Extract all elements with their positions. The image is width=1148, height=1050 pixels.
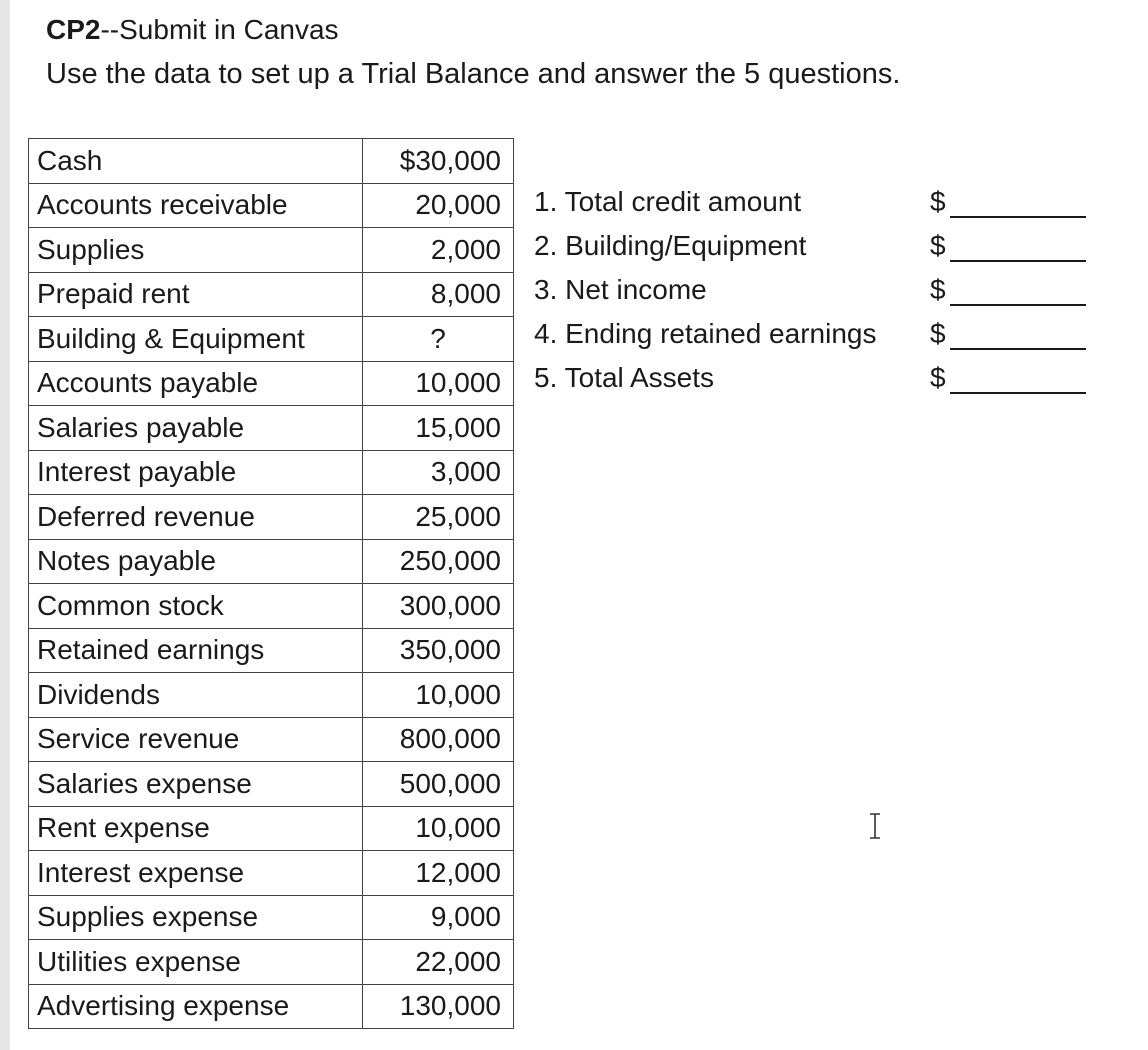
account-amount-cell: 500,000 <box>363 762 514 807</box>
table-row <box>29 272 514 317</box>
answer-blank[interactable] <box>950 304 1086 306</box>
account-amount-cell: 25,000 <box>363 495 514 540</box>
account-name-cell: Building & Equipment <box>29 317 363 362</box>
currency-symbol: $ <box>930 274 946 305</box>
table-row <box>29 317 514 362</box>
question-item <box>534 182 1094 226</box>
table-row <box>29 406 514 451</box>
account-amount-cell: 250,000 <box>363 539 514 584</box>
account-amount-cell: 9,000 <box>363 895 514 940</box>
account-amount-cell: 350,000 <box>363 628 514 673</box>
account-amount-cell: 300,000 <box>363 584 514 629</box>
table-row <box>29 584 514 629</box>
table-row <box>29 495 514 540</box>
account-name-cell: Advertising expense <box>29 984 363 1029</box>
question-label: 1. Total credit amount <box>534 186 802 217</box>
account-name-cell: Notes payable <box>29 539 363 584</box>
answer-blank[interactable] <box>950 216 1086 218</box>
question-item <box>534 226 1094 270</box>
questions-list <box>534 182 1094 402</box>
account-name-cell: Accounts payable <box>29 361 363 406</box>
question-label: 3. Net income <box>534 274 707 305</box>
currency-symbol: $ <box>930 186 946 217</box>
table-row <box>29 806 514 851</box>
instructions-text: Use the data to set up a Trial Balance and answer the 5 questions. <box>46 58 901 90</box>
account-name-cell: Interest expense <box>29 851 363 896</box>
table-row <box>29 139 514 184</box>
account-amount-cell: 20,000 <box>363 183 514 228</box>
account-name-cell: Dividends <box>29 673 363 718</box>
text-cursor-icon <box>866 812 884 840</box>
table-row <box>29 539 514 584</box>
account-amount-cell: 10,000 <box>363 361 514 406</box>
currency-symbol: $ <box>930 230 946 261</box>
account-amount-cell: $30,000 <box>363 139 514 184</box>
account-name-cell: Interest payable <box>29 450 363 495</box>
account-name-cell: Rent expense <box>29 806 363 851</box>
account-name-cell: Retained earnings <box>29 628 363 673</box>
account-amount-cell: 2,000 <box>363 228 514 273</box>
table-row <box>29 895 514 940</box>
table-row <box>29 228 514 273</box>
account-amount-cell: 3,000 <box>363 450 514 495</box>
title-text: --Submit in Canvas <box>100 14 339 45</box>
account-name-cell: Service revenue <box>29 717 363 762</box>
account-amount-cell: 10,000 <box>363 806 514 851</box>
account-name-cell: Accounts receivable <box>29 183 363 228</box>
account-name-cell: Salaries expense <box>29 762 363 807</box>
account-name-cell: Supplies <box>29 228 363 273</box>
table-row <box>29 762 514 807</box>
account-amount-cell: 10,000 <box>363 673 514 718</box>
account-amount-cell: ? <box>363 317 514 362</box>
question-item <box>534 314 1094 358</box>
question-label: 2. Building/Equipment <box>534 230 807 261</box>
table-row <box>29 717 514 762</box>
table-row <box>29 450 514 495</box>
account-amount-cell: 800,000 <box>363 717 514 762</box>
table-row <box>29 673 514 718</box>
account-name-cell: Salaries payable <box>29 406 363 451</box>
answer-blank[interactable] <box>950 392 1086 394</box>
question-item <box>534 270 1094 314</box>
answer-blank[interactable] <box>950 348 1086 350</box>
account-amount-cell: 8,000 <box>363 272 514 317</box>
account-amount-cell: 130,000 <box>363 984 514 1029</box>
account-name-cell: Utilities expense <box>29 940 363 985</box>
table-row <box>29 851 514 896</box>
table-row <box>29 628 514 673</box>
question-label: 5. Total Assets <box>534 362 715 393</box>
table-row <box>29 940 514 985</box>
page-title <box>46 12 339 48</box>
account-balances-table <box>28 138 514 1029</box>
account-name-cell: Prepaid rent <box>29 272 363 317</box>
account-name-cell: Supplies expense <box>29 895 363 940</box>
currency-symbol: $ <box>930 318 946 349</box>
account-name-cell: Common stock <box>29 584 363 629</box>
table-row <box>29 984 514 1029</box>
answer-blank[interactable] <box>950 260 1086 262</box>
account-name-cell: Deferred revenue <box>29 495 363 540</box>
question-item <box>534 358 1094 402</box>
question-label: 4. Ending retained earnings <box>534 318 877 349</box>
account-amount-cell: 12,000 <box>363 851 514 896</box>
account-amount-cell: 15,000 <box>363 406 514 451</box>
window-edge-strip <box>0 0 10 1050</box>
table-row <box>29 361 514 406</box>
account-name-cell: Cash <box>29 139 363 184</box>
table-row <box>29 183 514 228</box>
currency-symbol: $ <box>930 362 946 393</box>
account-amount-cell: 22,000 <box>363 940 514 985</box>
title-code: CP2 <box>46 14 101 45</box>
